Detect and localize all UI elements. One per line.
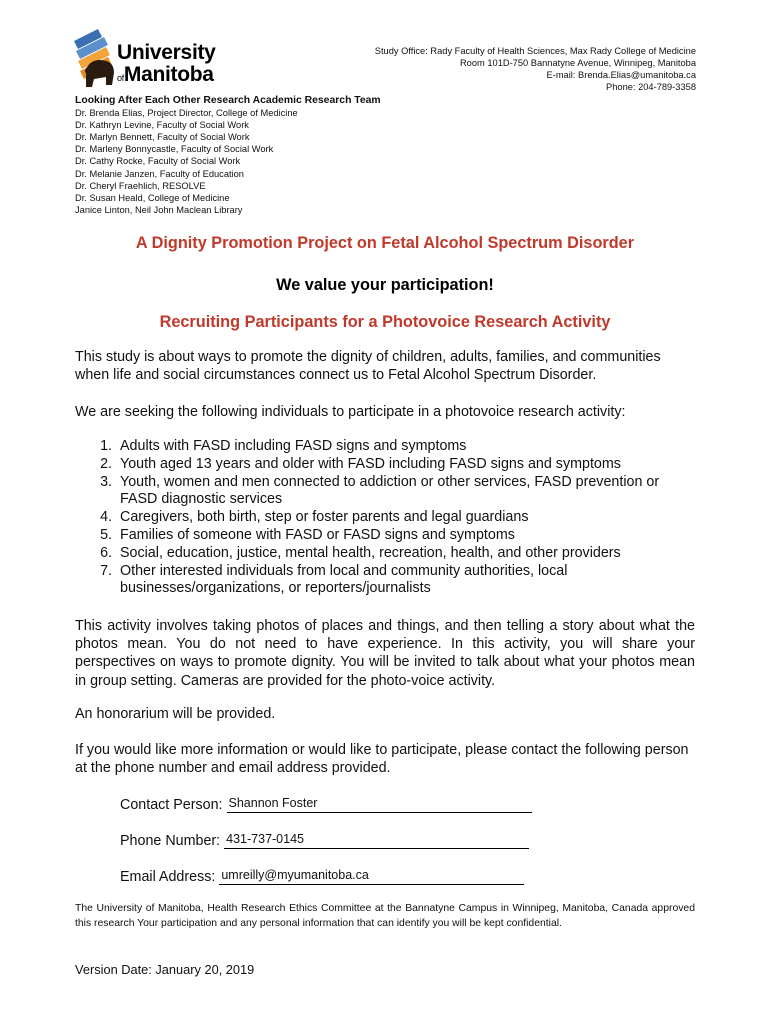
version-date: Version Date: January 20, 2019 <box>75 962 255 977</box>
logo-of: of <box>117 73 124 83</box>
team-member: Dr. Marleny Bonnycastle, Faculty of Social Work <box>75 144 274 155</box>
recruit-heading: Recruiting Participants for a Photovoice Research Activity <box>159 313 611 331</box>
office-email: E-mail: Brenda.Elias@umanitoba.ca <box>546 70 696 81</box>
project-title: A Dignity Promotion Project on Fetal Alcohol Spectrum Disorder <box>135 234 635 252</box>
phone-field[interactable] <box>224 830 529 849</box>
email-field[interactable] <box>219 866 524 885</box>
contact-person-field[interactable] <box>227 794 532 813</box>
list-item: 7. Other interested individuals from local and community authorities, local businesses/organizations, or reporters/journalists <box>100 562 568 597</box>
team-title: Looking After Each Other Research Academic Research Team <box>75 95 381 106</box>
participant-list <box>75 438 700 598</box>
team-member: Dr. Cheryl Fraehlich, RESOLVE <box>75 180 206 191</box>
team-member: Dr. Melanie Janzen, Faculty of Education <box>75 168 244 179</box>
more-info-paragraph: If you would like more information or would like to participate, please contact the following person at the phone number and email address provided. <box>75 742 689 777</box>
activity-paragraph: This activity involves taking photos of places and things, and then telling a story about what the photos mean. You do not need to have experience. In this activity, you will share your perspectives on ways to promote dignity. You will be invited to talk about what your photos mean in group setting. Cameras are provided for the photo-voice activity. <box>75 618 695 689</box>
phone-label: Phone Number: <box>120 833 221 849</box>
ethics-statement: The University of Manitoba, Health Research Ethics Committee at the Bannatyne Campus in Winnipeg, Manitoba, Canada approved this research Your participation and any personal information that can identify you will be kept confidential. <box>75 903 695 929</box>
logo-university: University <box>117 41 216 64</box>
seeking-paragraph: We are seeking the following individuals to participate in a photovoice research activity: <box>75 404 626 420</box>
team-member: Dr. Kathryn Levine, Faculty of Social Work <box>75 120 249 131</box>
honorarium-paragraph: An honorarium will be provided. <box>75 706 276 722</box>
team-member: Janice Linton, Neil John Maclean Library <box>75 204 243 215</box>
intro-paragraph: This study is about ways to promote the dignity of children, adults, families, and communities when life and social circumstances connect us to Fetal Alcohol Spectrum Disorder. <box>75 349 661 384</box>
logo-manitoba: Manitoba <box>123 63 214 86</box>
contact-person-value: Shannon Foster <box>228 796 318 810</box>
list-item: 3. Youth, women and men connected to addiction or other services, FASD prevention or FASD diagnostic services <box>100 473 660 508</box>
phone-row <box>120 830 529 849</box>
team-member: Dr. Cathy Rocke, Faculty of Social Work <box>75 156 241 167</box>
bison-shield-icon <box>72 27 120 95</box>
list-item: 2. Youth aged 13 years and older with FASD including FASD signs and symptoms <box>100 455 621 472</box>
contact-person-row <box>120 794 532 813</box>
team-member: Dr. Brenda Elias, Project Director, College of Medicine <box>75 108 298 119</box>
study-office-block <box>375 45 696 93</box>
office-line-2: Room 101D-750 Bannatyne Avenue, Winnipeg, Manitoba <box>459 58 696 69</box>
email-label: Email Address: <box>120 869 216 885</box>
office-line-1: Study Office: Rady Faculty of Health Sciences, Max Rady College of Medicine <box>374 46 696 56</box>
office-phone: Phone: 204-789-3358 <box>606 82 696 93</box>
value-heading: We value your participation! <box>276 276 494 294</box>
team-member: Dr. Marlyn Bennett, Faculty of Social Work <box>75 132 250 143</box>
contact-person-label: Contact Person: <box>120 797 223 813</box>
list-item: 5. Families of someone with FASD or FASD signs and symptoms <box>100 526 515 543</box>
phone-value: 431-737-0145 <box>226 832 304 846</box>
team-member: Dr. Susan Heald, College of Medicine <box>75 192 230 203</box>
list-item: 1. Adults with FASD including FASD signs and symptoms <box>100 438 467 454</box>
logo-wordmark <box>117 42 216 85</box>
research-team <box>75 95 381 216</box>
list-item: 6. Social, education, justice, mental health, recreation, health, and other providers <box>100 544 621 561</box>
list-item: 4. Caregivers, both birth, step or foster parents and legal guardians <box>100 509 529 526</box>
email-value: umreilly@myumanitoba.ca <box>221 868 369 882</box>
university-logo <box>72 27 216 95</box>
email-row <box>120 866 524 885</box>
